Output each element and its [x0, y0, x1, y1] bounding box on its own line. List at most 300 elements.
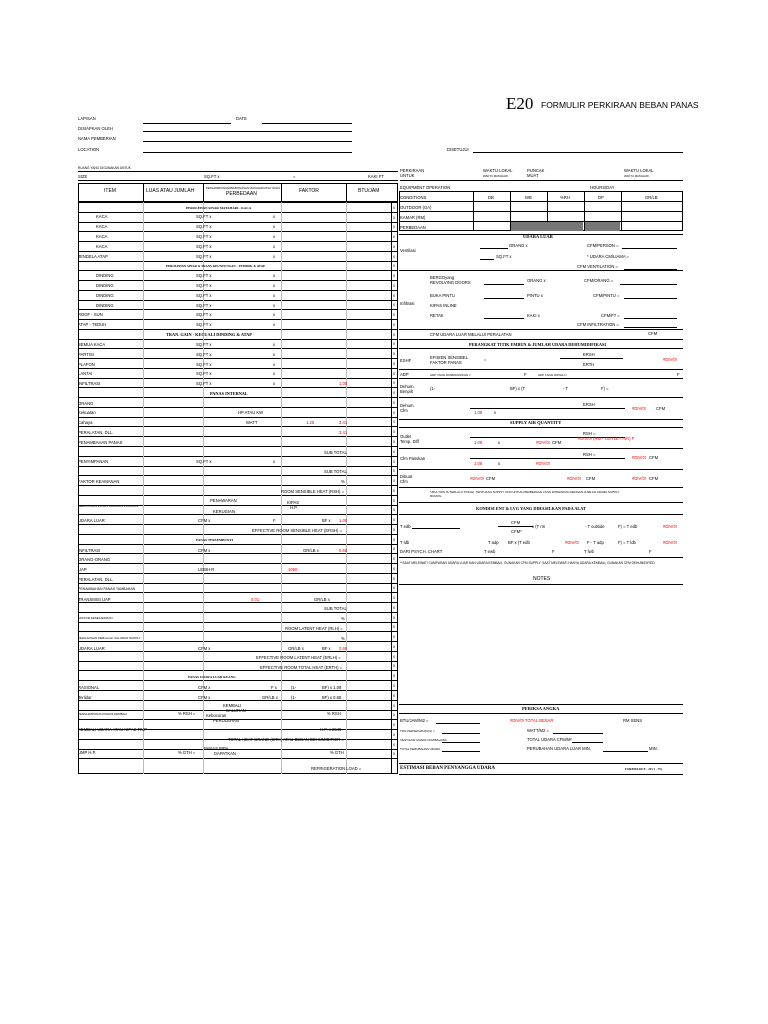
disiapkan-label: DISIAPKAN OLEH	[78, 126, 113, 131]
row-atap-teduh: ATAP - TEDUH	[78, 322, 107, 327]
btu-zero: 0	[393, 684, 395, 688]
row-rasional: RASIONAL	[78, 685, 100, 690]
hours-label: HOURS/DAY	[590, 185, 615, 190]
ph-saluran: SALURAN	[226, 708, 246, 713]
total-grand: TOTAL HEAT GRAND (GTH) ATAU BEBAN DEHUMIDIFIER =	[228, 737, 344, 742]
puncak-label: PUNCAK	[527, 168, 545, 173]
x-label: x	[273, 371, 276, 376]
ventilasi-label: Ventilasi	[400, 248, 416, 253]
btu-zero: 0	[393, 303, 395, 308]
adp-sub: ADP YANG DIINDIKASIKAN =	[430, 373, 471, 377]
room-latent: ROOM LATENT HEAT (RLH) =	[285, 626, 343, 631]
btu-zero: 0	[393, 322, 395, 327]
row-infiltrasi: INFILTRASI	[78, 381, 101, 386]
perubahan-luar: PERUBAHAN UDARA LUAR MIN.	[527, 746, 591, 751]
outlet-x: x	[498, 440, 501, 445]
row-dinding-2: DINDING	[96, 283, 114, 288]
btu-zero: 0	[393, 674, 395, 679]
peralatan-341: 3.41	[339, 430, 348, 435]
row-terlidar: Terlidar	[78, 695, 92, 700]
btu-zero: 0	[393, 713, 395, 718]
row-semua-kaca: SEMUA KACA	[78, 342, 106, 347]
form-title: FORMULIR PERKIRAAN BEBAN PANAS	[541, 100, 699, 110]
btu-zero: 0	[393, 537, 395, 542]
ventilasi-udara: VENTILASI UDARA CFM/BAHASA	[400, 738, 447, 742]
eff-rth: EFFECTIVE ROOM TOTAL HEAT (ERTH) =	[260, 665, 343, 670]
rumus-note: RUMUS.	[430, 494, 442, 498]
penawaran: PENAWARAN	[210, 498, 237, 503]
row-kaca-4: KACA	[96, 244, 108, 249]
dehum-label: Dehum.	[400, 384, 415, 389]
cfm-person: CFM/PERSON =	[587, 243, 619, 248]
col-perbedaan: PERBEDAAN	[226, 191, 257, 197]
cfm-pintu: CFM/PINTU =	[593, 293, 620, 298]
outlet-108: 1.08	[474, 440, 483, 445]
transmisi-001: 0.01	[251, 597, 260, 602]
x-label: x	[273, 273, 276, 278]
x-label: x	[273, 381, 276, 386]
tlwb-f: F	[649, 549, 652, 554]
btu-zero: 0	[393, 283, 395, 288]
bf-paren: (1-	[430, 386, 436, 391]
dehum-x: x	[494, 410, 497, 415]
row-orang-orang: ORANG-ORANG	[78, 557, 111, 562]
row-kaca-2: KACA	[96, 224, 108, 229]
kerugian: KERUGIAN	[213, 509, 235, 514]
x-label: x	[273, 214, 276, 219]
row-penambahan-tambahan: PENAMBAHAN PANAS TAMBAHAN	[78, 587, 136, 591]
eshf-result: #DIV/0!	[663, 357, 677, 362]
tldb-bf: BF x (T edb	[508, 540, 530, 545]
btu-zero: 0	[393, 264, 395, 269]
row-infiltrasi-2: INFILTRASI	[78, 548, 101, 553]
btu-zero: 0	[393, 342, 395, 347]
cond-col: CONDITIONS	[400, 195, 427, 200]
ul2-bf: BF x	[322, 646, 331, 651]
sqft-x-label: SQ.FT x	[196, 371, 212, 376]
sec-tembok: PEROLEHAN SINAR & TRANS KEUNTUNGAN - TEMBOK & ATAP	[166, 264, 265, 268]
btu-zero: 0	[393, 635, 395, 640]
ph-rsh: % RSH =	[178, 711, 196, 716]
perbedaan-row: PERBEDAAN	[400, 225, 426, 230]
sec-tersembunyi: PANAS TERSEMBUNYI	[196, 538, 234, 542]
supply-heading: SUPPLY AIR QUANTITY	[510, 420, 562, 425]
btu-zero: 0	[393, 293, 395, 298]
tldb: T ldb	[400, 540, 410, 545]
ter-bf: BF) x 0.68	[322, 695, 342, 700]
btu-zero: 0	[393, 479, 395, 484]
x-label: x	[273, 352, 276, 357]
dibuat-cfm2: CFM	[486, 476, 496, 481]
location-label: LOCATION	[78, 147, 100, 152]
row-dinding-4: DINDING	[96, 303, 114, 308]
total-besar: #DIV/0! TOTAL BESAR	[510, 718, 554, 723]
btu-zero: 0	[393, 440, 395, 444]
btu-zero: 0	[393, 557, 395, 562]
pct-3: %	[341, 636, 345, 641]
col-faktor: FAKTOR	[299, 188, 319, 194]
eshf-label: ESHF	[400, 358, 412, 363]
x-label: x	[273, 362, 276, 367]
btu-zero: 0	[393, 381, 395, 386]
outlet-rsh: RSH =	[583, 431, 596, 436]
btu-zero: 0	[393, 205, 395, 210]
tedb-cfm: CFM	[511, 520, 521, 525]
udara-luar-heading: UDARA LUAR	[523, 234, 553, 239]
formulir-code: FORMULIR E - 20 (1 - 75)	[625, 767, 662, 771]
row-uap-hp: UMP H.P.	[78, 750, 96, 755]
row-peralatan: PERALATAN, DLL.	[78, 430, 114, 435]
tedb-result: #DIV/0!	[663, 524, 677, 529]
outlet-rm: #DIV/0! (RM - OUTLET AIR) F	[578, 436, 635, 441]
sqft-x-label: SQ.FT x	[196, 303, 212, 308]
btu-zero: 0	[393, 576, 395, 581]
btu-zero: 0	[393, 703, 395, 708]
btu-zero: 0	[393, 644, 395, 649]
row-orang: ORANG	[78, 401, 94, 406]
btu-zero: 0	[393, 742, 395, 747]
total-udara: TOTAL UDARA CFM/M²	[527, 737, 572, 742]
watt-m2: WATT/M2 =	[527, 728, 549, 733]
x-label: x	[273, 283, 276, 288]
sub-total-2: SUB TOTAL	[324, 469, 347, 474]
row-dinding-1: DINDING	[96, 273, 114, 278]
kamar-row: KAMAR (RM)	[400, 215, 426, 220]
ras-1: (1-	[291, 685, 297, 690]
cahaya-125: 1.25	[306, 420, 315, 425]
btu-zero: 0	[393, 625, 395, 630]
row-dinding-3: DINDING	[96, 293, 114, 298]
rh-col: %RH	[560, 195, 570, 200]
ph-perolehan: PEROLEHAN	[213, 718, 239, 723]
row-faktor-kesel: FAKTOR KESELAMATAN	[78, 616, 113, 620]
btu-sqft: BTU/JAM/M2 =	[400, 718, 429, 723]
transmisi-gr: GR/LB x	[314, 597, 330, 602]
row-kehilangan: KEHILANGAN KEBocoran SALURAN SUPPLY	[78, 636, 141, 640]
dp-col: DP	[598, 195, 604, 200]
ras-fx: F x	[271, 685, 277, 690]
tedb: T edb	[400, 524, 411, 529]
tewb: T ewb	[484, 549, 496, 554]
pasokan-cfm: CFM	[649, 455, 659, 460]
kaki-x: KAKI x	[527, 313, 540, 318]
t-adp: - T	[563, 386, 569, 391]
row-jendela: JENDELA ATAP	[78, 254, 108, 259]
pasokan-result: #DIV/0!	[632, 455, 646, 460]
btu-zero: 0	[393, 459, 395, 464]
vent-sqft: SQ.FT x	[496, 254, 512, 259]
x-label: x	[273, 293, 276, 298]
row-cahaya: Cahaya	[78, 420, 93, 425]
eff-rlh: EFFECTIVE ROOM LATENT HEAT (ERLH) =	[256, 655, 341, 660]
grlb-col: GR/LB	[645, 195, 658, 200]
kondisi-heading: KONDISI ENT & LVG YANG DIHASILKAN PADA ALAT	[476, 506, 586, 511]
waktu-sub-2: WAKTU MATAHARI	[624, 174, 649, 178]
waktu-lokal-1: WAKTU LOKAL	[483, 168, 513, 173]
adp-f2: F	[677, 372, 680, 377]
btu-zero: 0	[393, 615, 395, 620]
outlet-cfm: CFM	[552, 440, 562, 445]
udara-cm: * UDARA CM/LIAMA =	[587, 254, 630, 259]
col-perbedaan-top: PENGHIMPUNAN/PEMPANASAN MATAHARI ATAU SUHU	[206, 186, 281, 190]
row-penghimpunan: PENGHIMPUNAN PANAS KEMBALI	[78, 712, 128, 716]
row-kaca-1: KACA	[96, 214, 108, 219]
btu-zero: 0	[393, 586, 395, 591]
btu-zero: 0	[393, 732, 395, 737]
x-label: x	[273, 254, 276, 259]
btu-zero: 0	[393, 693, 395, 698]
pct-gth: % GTH	[330, 750, 344, 755]
sqft-x-label: SQ.FT x	[196, 342, 212, 347]
size-label: SIZE	[78, 174, 88, 179]
date-label: DATE	[236, 116, 247, 121]
sqft-x-label: SQ.FT x	[196, 273, 212, 278]
muat-label: MUAT	[527, 173, 539, 178]
temp-diff: Temp. Diff	[400, 439, 419, 444]
buka-pintu: BUKA PINTU	[430, 293, 455, 298]
row-uap: UAP	[78, 567, 87, 572]
sqft-x-label: SQ.FT x	[196, 224, 212, 229]
db-col: DB	[488, 195, 494, 200]
btu-zero: 0	[393, 313, 395, 318]
dehum-108: 1.08	[474, 410, 483, 415]
sqft-x-label: SQ.FT x	[196, 283, 212, 288]
row-roof-sun: ROOF - SUN	[78, 312, 103, 317]
tewb-f: F	[552, 549, 555, 554]
nama-label: NAMA PEMBERIAN	[78, 136, 116, 141]
btu-zero: 0	[393, 430, 395, 435]
ton-per: TON PERSEGI/KAKI(S) =	[400, 729, 435, 733]
return-note: **SAAT MELEWATI CAMPURAN UDARA LUAR DAN UDARA KEMBALI, GUNAKAN CFM SUPPLY. SAAT MELEWATI HANYA UDARA KEMBALI, GUNAKAN CFM DEHUMIDIFIED.	[400, 561, 656, 565]
cfm-infil: CFM INFILTRATION =	[577, 322, 619, 327]
bf-t: BF) x (T	[510, 386, 526, 391]
dibuat-result: #DIV/0!	[632, 476, 646, 481]
tldb-feq: F) = T ldb	[618, 540, 636, 545]
room-sensible: ROOM SENSIBLE HEAT (RSH) =	[281, 489, 345, 494]
tldb-tadp: T adp	[488, 540, 499, 545]
bf-feq: F) =	[601, 386, 609, 391]
row-peralatan-2: PERALATAN, DLL.	[78, 577, 114, 582]
x-label: x	[273, 459, 276, 464]
infil-108: 1.08	[339, 381, 348, 386]
hp-kw: HP ATAU KW	[238, 410, 264, 415]
size-eq: =	[293, 174, 296, 179]
btu-zero: 0	[393, 752, 395, 757]
ruang-label: RUANG YANG DIGUNAKAN UNTUK	[78, 166, 131, 170]
sqft-x-label: SQ.FT x	[196, 459, 212, 464]
btu-zero: 0	[393, 254, 395, 259]
tldb-result: #DIV/0!	[663, 540, 677, 545]
estimasi-heading: ESTIMASI BEBAN PENYANGGA UDARA	[400, 766, 495, 771]
untuk-label: UNTUK	[400, 173, 415, 178]
row-udara-luar-2: UDARA LUAR	[78, 646, 105, 651]
outdoor-row: OUTDOOR (OA)	[400, 205, 432, 210]
btu-zero: 0	[393, 723, 395, 728]
dehum-ersh: ERSH	[583, 402, 595, 407]
adp-dipilih: ADP YANG DIPILIH =	[538, 373, 568, 377]
benpilt-label: Benpilt	[400, 389, 413, 394]
sqft-x-label: SQ.FT x	[196, 234, 212, 239]
row-faktor-keamanan: FAKTOR KEAMANAN	[78, 479, 120, 484]
ter-cfm: CFM x	[198, 695, 211, 700]
rm-sens: RM SENS	[623, 718, 643, 723]
btu-zero: 0	[393, 605, 395, 610]
inf2-068: 0.68	[339, 548, 348, 553]
uap-1060: 1060	[288, 567, 298, 572]
btu-zero: 0	[393, 274, 395, 279]
sqft-x-label: SQ.FT x	[196, 381, 212, 386]
btu-zero: 0	[393, 527, 395, 532]
vent-orang: ORANG x	[509, 243, 528, 248]
row-udara-luar: UDARA LUAR	[78, 518, 105, 523]
pasokan-x: x	[498, 461, 501, 466]
panas-pipa: PANAS PIPA	[204, 746, 229, 751]
btu-zero: 0	[393, 400, 395, 405]
total-perubahan: TOTAL PERUBAHAN UDARA	[400, 747, 441, 751]
adp-f: F	[524, 372, 527, 377]
btu-zero: 0	[393, 566, 395, 571]
sec-kaca: PEROLEHAN SINAR MATAHARI - KACA	[186, 206, 252, 210]
wb-col: WB	[525, 195, 532, 200]
sec-tran: TRAN. GAIN - KECUALI DINDING & ATAP	[166, 332, 252, 337]
ter-1: (1-	[291, 695, 297, 700]
titik-embun-heading: PERANGKAT TITIK EMBUN & JUMLAH UDARA DEHUMIDIFIKASI	[469, 342, 607, 347]
btu-zero: 0	[393, 420, 395, 425]
dibuat-div0b: #DIV/0!	[567, 476, 581, 481]
left-table	[78, 202, 398, 774]
x-label: x	[273, 244, 276, 249]
sec-udara-luar: PANAS UDARA LUAR RUANG	[188, 675, 236, 679]
dibuat-cfm: Cfm	[400, 479, 408, 484]
adp-label: ADP	[400, 372, 409, 377]
dibuat-cfm3: CFM	[586, 476, 596, 481]
x-label: x	[273, 224, 276, 229]
faktor-panas: FAKTOR PANAS	[430, 360, 462, 365]
ph-kembali: KEMBALI	[223, 703, 242, 708]
row-kebocoran: KEBOCORAN PANAS SALURAN PASOKAN	[78, 504, 139, 508]
btu-zero: 0	[393, 654, 395, 659]
btu-zero: 0	[393, 488, 395, 493]
eff-rsh: EFFECTIVE ROOM SENSIBLE HEAT (ERSH) =	[252, 528, 343, 533]
row-lantai: LANTAI	[78, 371, 93, 376]
cfm-vent: CFM VENTILATION =	[577, 264, 618, 269]
btu-zero: 0	[393, 518, 395, 523]
btu-zero: 0	[393, 449, 395, 454]
ul-f: F	[273, 518, 276, 523]
col-btu: BTU/JAM	[358, 188, 380, 194]
sub-total-1: SUB TOTAL	[324, 450, 347, 455]
outlet-div0: #DIV/0!	[536, 440, 550, 445]
dehum-cfm-label: Dehum.	[400, 403, 415, 408]
lapisan-label: LAPISAN	[78, 116, 96, 121]
ul-cfm: CFM x	[198, 518, 211, 523]
row-partisi: PARTISI	[78, 352, 94, 357]
ph-kebocoran: Kebocoran	[206, 713, 227, 718]
sqft-x-label: SQ.FT x	[196, 244, 212, 249]
row-kekuatan: Kekuatan	[78, 410, 96, 415]
cahaya-341: 3.41	[339, 420, 348, 425]
ter-gr: GR/LB x	[262, 695, 278, 700]
tlwb: T lwb	[584, 549, 594, 554]
cfm-orang: CFM/ORANG =	[584, 278, 614, 283]
dibuat-label: Dibuat	[400, 474, 413, 479]
btu-zero: 0	[393, 332, 395, 337]
row-penambahan: PENAMBAHAN PANAS	[78, 440, 123, 445]
lebihr: LEBIH R	[198, 567, 215, 572]
x-label: x	[273, 234, 276, 239]
ras-cfm: CFM x	[198, 685, 211, 690]
tldb-div0: #DIV/0!	[565, 540, 579, 545]
btu-zero: 0	[393, 352, 395, 357]
kipas: KIPAS	[287, 500, 300, 505]
infiltrasi-label: Infiltrasi	[400, 301, 415, 306]
dehum-cfm-unit: CFM	[656, 406, 666, 411]
pasokan-rsh: RSH =	[583, 452, 596, 457]
btu-zero: 0	[393, 664, 395, 669]
ul2-068: 0.68	[339, 646, 348, 651]
sqft-x-label: SQ.FT x	[196, 312, 212, 317]
watt: WATT	[246, 420, 258, 425]
inf2-cfm: CFM x	[198, 548, 211, 553]
sub-total-3: SUB TOTAL	[324, 606, 347, 611]
row-kembali-udara: KEMBALI UDARA ATAU KIPAS TIUP	[78, 727, 148, 732]
inf2-gr: GR/LB x	[303, 548, 319, 553]
ph-pct-rsh: % RSH	[327, 711, 341, 716]
sqft-x-label: SQ.FT x	[196, 254, 212, 259]
col-luas: LUAS ATAU JUMLAH	[146, 188, 195, 194]
form-code: E20	[506, 94, 534, 113]
ul-108: 1.08	[339, 518, 348, 523]
btu-zero: 0	[393, 361, 395, 366]
hp: H.P.	[290, 505, 298, 510]
min-label: MIN.	[649, 746, 658, 751]
retak: RETAK	[430, 313, 444, 318]
btu-zero: 0	[393, 547, 395, 552]
cfm-udara-luar: CFM UDARA LUAR MELALUI PERALATAN	[430, 332, 512, 337]
btu-zero: 0	[393, 225, 395, 230]
pintu-x: PINTU x	[527, 293, 543, 298]
sqft-x-label: SQ.FT x	[196, 214, 212, 219]
waktu-sub-1: WAKTU MATAHARI	[483, 174, 508, 178]
cfm-ft: CFM/FT =	[601, 313, 620, 318]
outlet-label: Outlet	[400, 434, 412, 439]
dibuat-cfm4: CFM	[649, 476, 659, 481]
x-label: x	[273, 303, 276, 308]
gray-cell-1	[511, 222, 583, 231]
eshf-eq: =	[484, 357, 487, 362]
hp-2545: H.P. x 2545	[320, 727, 342, 732]
sqft-x-label: SQ.FT x	[196, 293, 212, 298]
ul2-cfm: CFM x	[198, 646, 211, 651]
sqft-x-label: SQ.FT x	[196, 352, 212, 357]
revolving: REVOLVING DOORS	[430, 280, 471, 285]
row-penyimpanan: PENYIMPANAN	[78, 459, 109, 464]
ras-bf: BF) x 1.08	[322, 685, 342, 690]
dari-psych: DARI PSYCH. CHART	[400, 549, 443, 554]
dapatkan: DAPATKAN	[214, 751, 236, 756]
row-plafon: PLAFON	[78, 362, 95, 367]
btu-zero: 0	[393, 235, 395, 240]
x-label: x	[273, 322, 276, 327]
ul2-gr: GR/LB x	[288, 646, 304, 651]
kipas-inline: KIPAS INLINE	[430, 303, 457, 308]
berpintu: BERGOyang	[430, 275, 455, 280]
sqft-x-label: SQ.FT x	[196, 362, 212, 367]
sec-internal: PANAS INTERNAL	[210, 391, 248, 396]
supply-note: *JIKA THIS IS TERLALU TINGGI, TENTUKAN SUPPLY CFM UNTUK PERBEDAAN YANG DIINGINKAN DENGAN JUMLAH UDARA SUPPLY	[430, 490, 620, 494]
infil-orang: ORANG x	[527, 278, 546, 283]
periksa-heading: PERIKSA ANGKA	[522, 706, 560, 711]
